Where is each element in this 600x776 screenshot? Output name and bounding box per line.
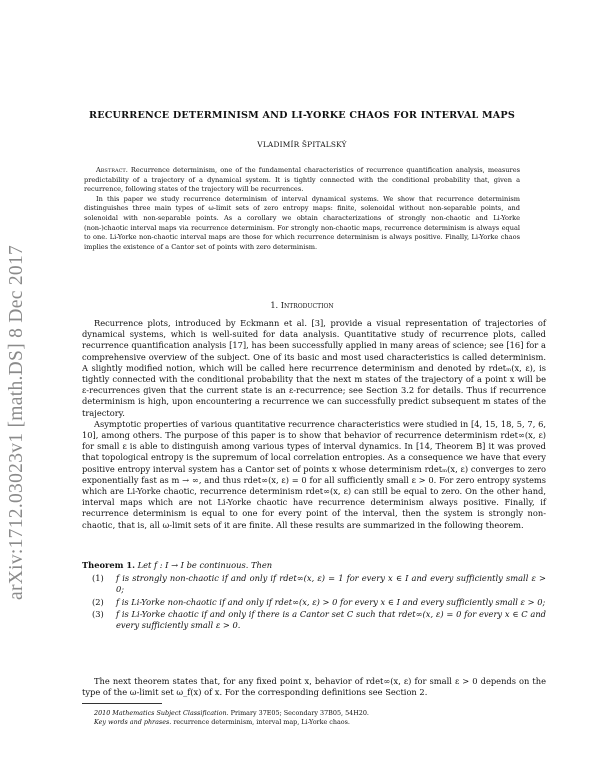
footnote-msc-label: 2010 Mathematics Subject Classification.	[94, 709, 229, 717]
footnote-keywords-text: recurrence determinism, interval map, Li-Yorke chaos.	[173, 718, 350, 727]
introduction-paragraph-2: Asymptotic properties of various quantitative recurrence characteristics were studied in [4, 15, 18, 5, 7, 6, 10], among others. The purpose of this paper is to show that behavior of recurrence determinism rdet∞(x, ε) for small ε is able to distinguish among various types of interval dynamics. In [14, Theorem B] it was proved that topological entropy is the supremum of local correlation entropies. As a consequence we have that every positive entropy interval system has a Cantor set of points x whose determinism rdetₘ(x, ε) converges to zero exponentially fast as m → ∞, and thus rdet∞(x, ε) = 0 for all sufficiently small ε > 0. For zero entropy systems which are Li-Yorke chaotic, recurrence determinism rdet∞(x, ε) can still be equal to zero. On the other hand, interval maps which are not Li-Yorke chaotic have recurrence determinism always positive. Finally, if recurrence determinism is equal to one for every point of the interval, then the system is strongly non-chaotic, that is, all ω-limit sets of it are finite. All these results are summarized in the following theorem.	[82, 418, 546, 530]
footnote-msc-text: Primary 37E05; Secondary 37B05, 54H20.	[230, 709, 369, 717]
abstract-paragraph-1	[84, 166, 520, 195]
theorem-item-number: (2)	[92, 596, 104, 607]
theorem-item-text: f is Li-Yorke non-chaotic if and only if rdet∞(x, ε) > 0 for every x ∈ I and every sufficiently small ε > 0;	[116, 596, 546, 607]
footnote-keywords	[94, 718, 544, 727]
theorem-item-text: f is Li-Yorke chaotic if and only if there is a Cantor set C such that rdet∞(x, ε) = 0 for every x ∈ C and every sufficiently small ε > 0.	[116, 608, 546, 631]
theorem-items	[82, 573, 546, 631]
theorem-item	[82, 609, 546, 631]
theorem-statement	[82, 560, 546, 571]
footnotes	[94, 709, 544, 728]
paper-author: VLADIMÍR ŠPITALSKÝ	[257, 140, 347, 149]
introduction-body	[82, 318, 546, 531]
section-heading-introduction: 1. Introduction	[270, 300, 334, 310]
theorem-item	[82, 597, 546, 608]
arxiv-identifier-sidebar	[2, 150, 32, 600]
abstract	[84, 166, 520, 252]
arxiv-identifier: arXiv:1712.03023v1 [math.DS] 8 Dec 2017	[6, 244, 27, 600]
introduction-paragraph-1: Recurrence plots, introduced by Eckmann et al. [3], provide a visual representation of trajectories of dynamical systems, which is well-suited for data analysis. Quantitative study of recurrence plots, called recurrence quantification analysis [17], has been successfully applied in many areas of science; see [16] for a comprehensive overview of the subject. One of its basic and most used characteristics is called determinism. A slightly modified notion, which will be called here recurrence determinism and denoted by rdetₘ(x, ε), is tightly connected with the conditional probability that the next m states of the trajectory of a point x will be ε-recurrences given that the current state is an ε-recurrence; see Section 3.2 for details. Thus if recurrence determinism is high, upon encountering a recurrence we can successfully predict subsequent m states of the trajectory.	[82, 318, 546, 418]
theorem-item-number: (3)	[92, 608, 104, 619]
post-theorem-paragraph: The next theorem states that, for any fixed point x, behavior of rdet∞(x, ε) for small ε > 0 depends on the type of the ω-limit set ω_f(x) of x. For the corresponding definitions see Section 2.	[82, 676, 546, 698]
abstract-label: Abstract.	[96, 166, 128, 174]
theorem-lead: Let f : I → I be continuous. Then	[137, 560, 273, 570]
theorem-item-number: (1)	[92, 573, 104, 584]
footnote-msc	[94, 709, 544, 718]
theorem-item-text: f is strongly non-chaotic if and only if rdet∞(x, ε) = 1 for every x ∈ I and every sufficiently small ε > 0;	[116, 573, 546, 595]
footnote-divider	[82, 703, 162, 704]
abstract-text-1: Recurrence determinism, one of the fundamental characteristics of recurrence quantification analysis, measures predictability of a trajectory of a dynamical system. It is tightly connected with the conditional probability that, given a recurrence, following states of the trajectory will be recurrences.	[84, 166, 520, 194]
theorem-item	[82, 573, 546, 595]
theorem-1	[82, 560, 546, 632]
abstract-paragraph-2: In this paper we study recurrence determinism of interval dynamical systems. We show that recurrence determinism distinguishes three main types of ω-limit sets of zero entropy maps: finite, solenoidal without non-separable points, and solenoidal with non-separable points. As a corollary we obtain characterizations of strongly non-chaotic and Li-Yorke (non-)chaotic interval maps via recurrence determinism. For strongly non-chaotic maps, recurrence determinism is always equal to one. Li-Yorke non-chaotic interval maps are those for which recurrence determinism is always positive. Finally, Li-Yorke chaos implies the existence of a Cantor set of points with zero determinism.	[84, 194, 520, 251]
paper-title: RECURRENCE DETERMINISM AND LI-YORKE CHAOS FOR INTERVAL MAPS	[89, 110, 515, 121]
footnote-keywords-label: Key words and phrases.	[94, 718, 172, 727]
theorem-head: Theorem 1.	[82, 560, 135, 570]
